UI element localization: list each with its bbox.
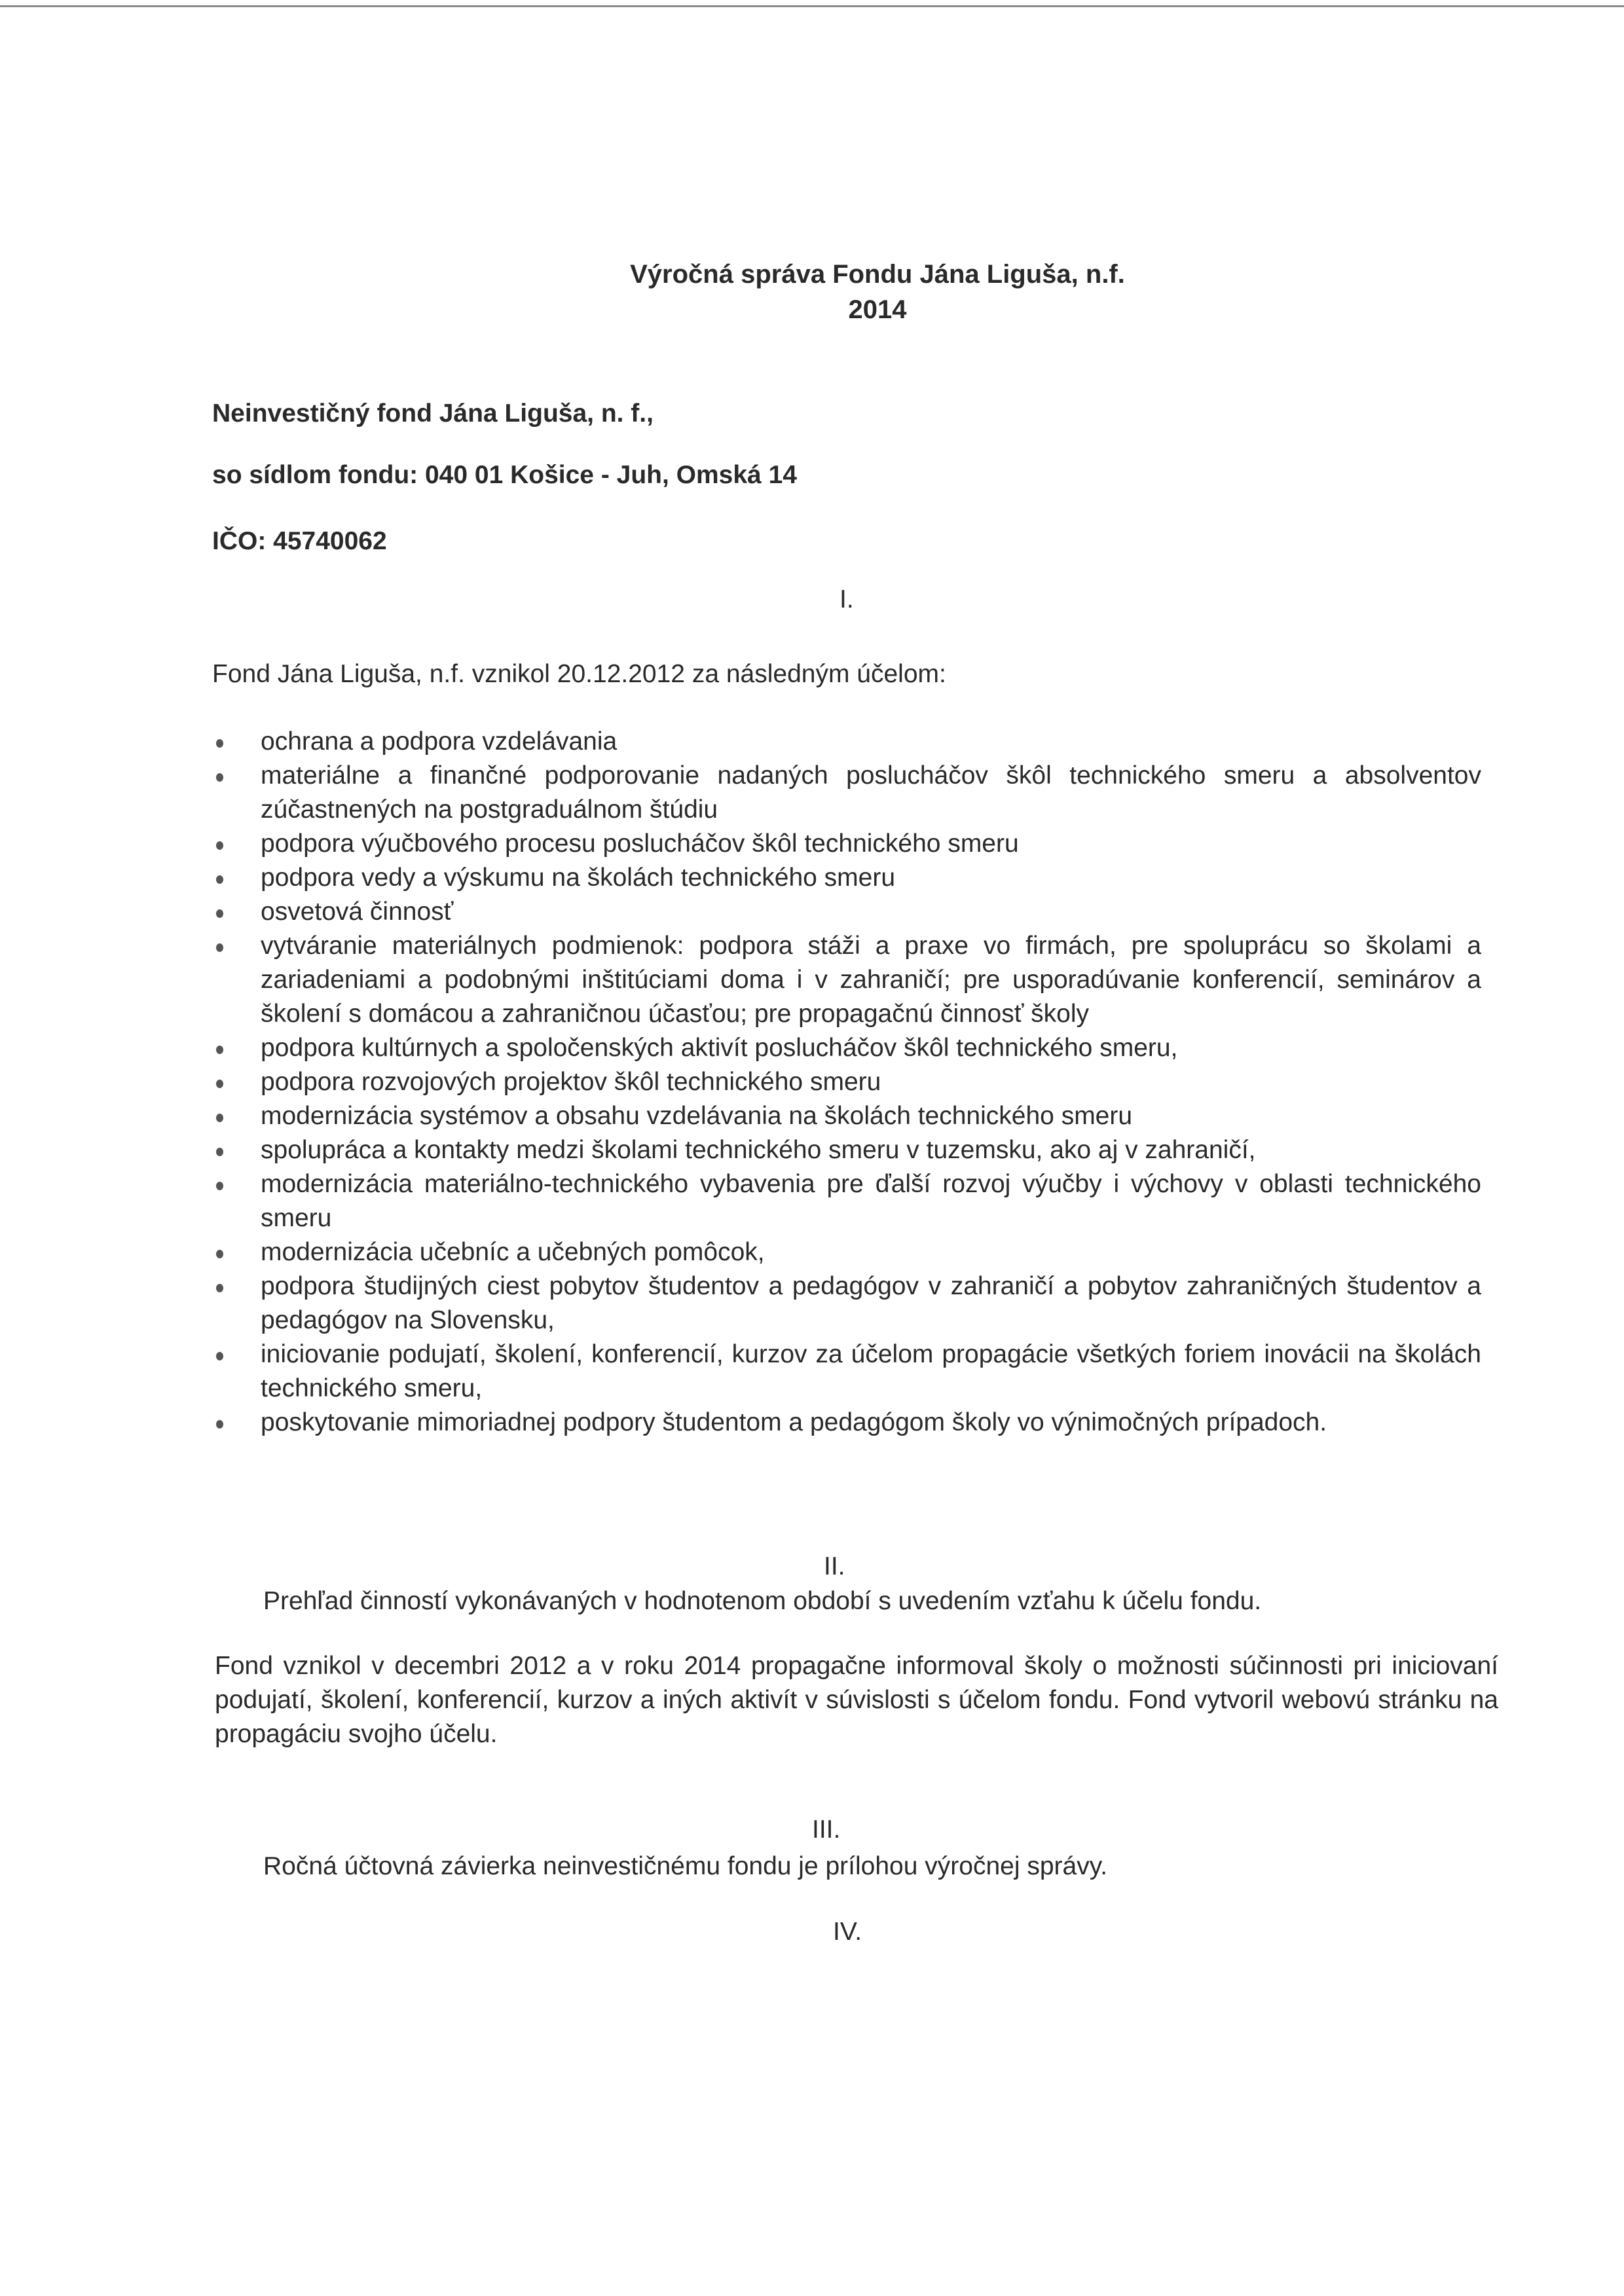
purpose-list [216, 725, 1481, 1440]
list-item: podpora kultúrnych a spoločenských aktivít poslucháčov škôl technického smeru, [216, 1031, 1481, 1065]
list-item: ochrana a podpora vzdelávania [216, 725, 1481, 759]
report-title [576, 257, 1179, 327]
list-item: modernizácia materiálno-technického vybavenia pre ďalší rozvoj výučby i výchovy v oblasti technického smeru [216, 1167, 1481, 1235]
list-item: iniciovanie podujatí, školení, konferencií, kurzov za účelom propagácie všetkých foriem inovácii na školách technického smeru, [216, 1338, 1481, 1406]
section-3-text: Ročná účtovná závierka neinvestičnému fondu je prílohou výročnej správy. [263, 1852, 1108, 1880]
section-2-numeral: II. [824, 1552, 845, 1580]
list-item: podpora rozvojových projektov škôl technického smeru [216, 1065, 1481, 1099]
section-1-intro: Fond Jána Liguša, n.f. vznikol 20.12.2012 za následným účelom: [212, 660, 946, 688]
fund-seat: so sídlom fondu: 040 01 Košice - Juh, Omská 14 [212, 461, 797, 489]
list-item: poskytovanie mimoriadnej podpory študentom a pedagógom školy vo výnimočných prípadoch. [216, 1406, 1481, 1440]
list-item: podpora vedy a výskumu na školách technického smeru [216, 861, 1481, 895]
report-year: 2014 [848, 295, 907, 324]
section-3-numeral: III. [812, 1815, 841, 1844]
list-item: vytváranie materiálnych podmienok: podpora stáži a praxe vo firmách, pre spoluprácu so školami a zariadeniami a podobnými inštitúciami doma i v zahraničí; pre usporadúvanie konferencií, seminárov a školení s domácou a zahraničnou účasťou; pre propagačnú činnosť školy [216, 929, 1481, 1031]
list-item: modernizácia učebníc a učebných pomôcok, [216, 1235, 1481, 1269]
scan-edge-line [0, 5, 1624, 7]
list-item: podpora výučbového procesu poslucháčov škôl technického smeru [216, 827, 1481, 861]
section-4-numeral: IV. [833, 1918, 862, 1946]
list-item: materiálne a finančné podporovanie nadaných poslucháčov škôl technického smeru a absolventov zúčastnených na postgraduálnom štúdiu [216, 759, 1481, 827]
section-1-numeral: I. [840, 585, 854, 613]
list-item: podpora študijných ciest pobytov študentov a pedagógov v zahraničí a pobytov zahraničných študentov a pedagógov na Slovensku, [216, 1269, 1481, 1338]
fund-name: Neinvestičný fond Jána Liguša, n. f., [212, 399, 654, 428]
list-item: modernizácia systémov a obsahu vzdelávania na školách technického smeru [216, 1099, 1481, 1133]
list-item: osvetová činnosť [216, 895, 1481, 929]
list-item: spolupráca a kontakty medzi školami technického smeru v tuzemsku, ako aj v zahraničí, [216, 1133, 1481, 1167]
report-title-line1: Výročná správa Fondu Jána Liguša, n.f. [630, 260, 1125, 289]
section-2-heading: Prehľad činností vykonávaných v hodnotenom období s uvedením vzťahu k účelu fondu. [263, 1587, 1262, 1615]
fund-ico: IČO: 45740062 [212, 527, 387, 555]
section-2-paragraph: Fond vznikol v decembri 2012 a v roku 2014 propagačne informoval školy o možnosti súčinnosti pri iniciovaní podujatí, školení, konferencií, kurzov a iných aktivít v súvislosti s účelom fondu. Fond vytvoril webovú stránku na propagáciu svojho účelu. [215, 1652, 1498, 1748]
